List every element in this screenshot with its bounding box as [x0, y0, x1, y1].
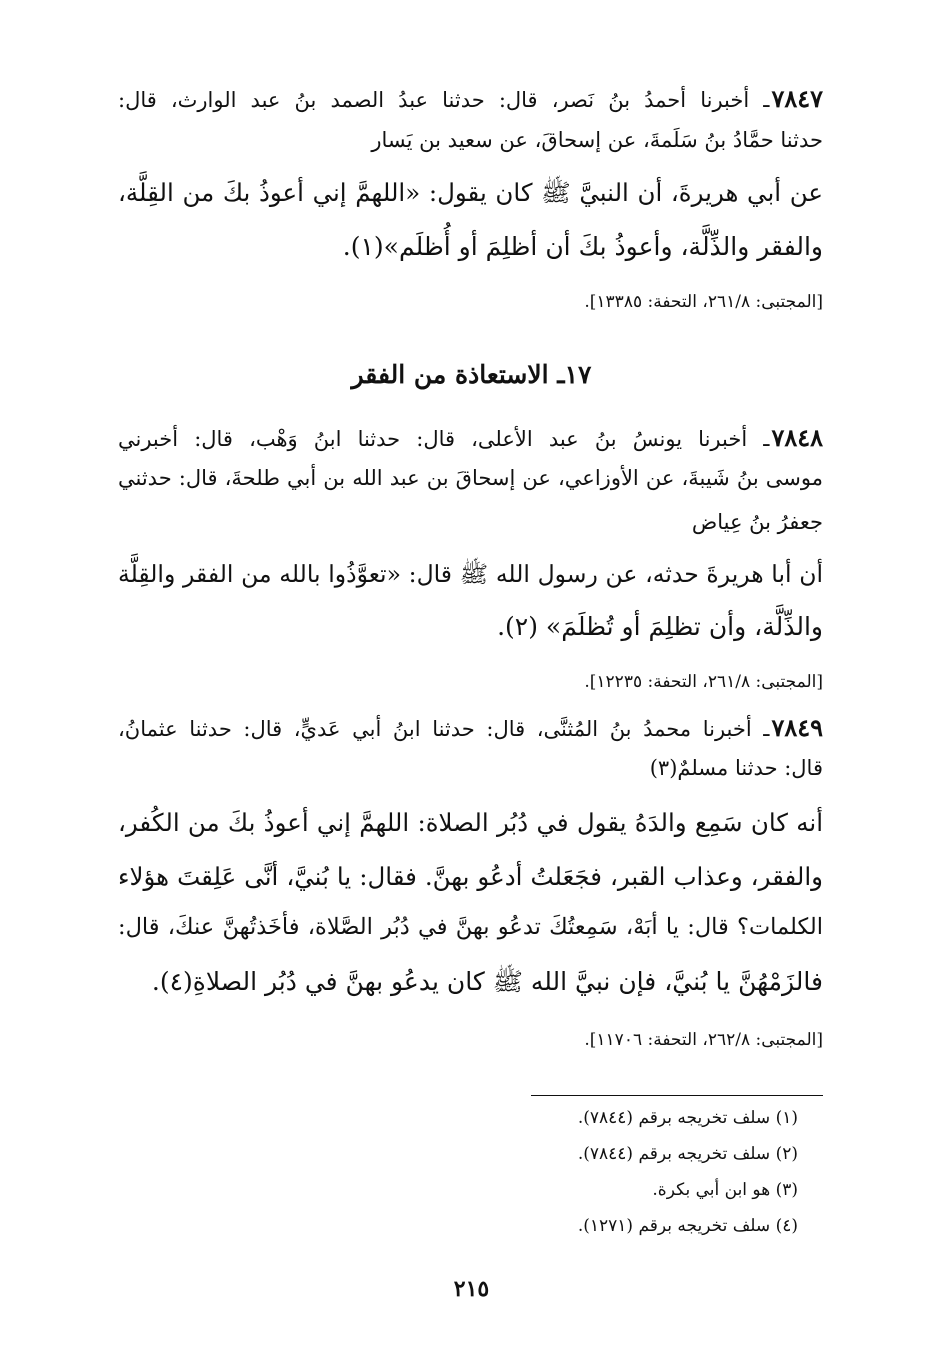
hadith-number-7847: ٧٨٤٧ [771, 84, 823, 113]
hadith-7847-isnad-line-2: حدثنا حمَّادُ بنُ سَلَمةَ، عن إسحاقَ، عن سعيد بن يَسار [371, 128, 823, 152]
footnote-3: (٣) هو ابن أبي بكرة. [652, 1180, 798, 1200]
page-number: ٢١٥ [453, 1276, 490, 1302]
hadith-7847-reference: [المجتبى: ٢٦١/٨، التحفة: ١٣٣٨٥]. [584, 292, 823, 312]
hadith-7848-isnad-line-1 [118, 423, 823, 452]
hadith-7847-matn-line-1: عن أبي هريرةَ، أن النبيَّ ﷺ كان يقول: «اللهمَّ إني أعوذُ بكَ من القِلَّة، [118, 178, 823, 207]
hadith-7848-reference: [المجتبى: ٢٦١/٨، التحفة: ١٢٢٣٥]. [584, 672, 823, 692]
hadith-number-7849: ٧٨٤٩ [771, 713, 823, 742]
footnote-1: (١) سلف تخريجه برقم (٧٨٤٤). [577, 1108, 798, 1128]
hadith-7848-matn-line-2: والذِّلَّة، وأن تظلِمَ أو تُظلَمَ» (٢). [497, 612, 823, 641]
hadith-7848-isnad-line-2: موسى بنُ شَيبةَ، عن الأوزاعي، عن إسحاقَ بن عبد الله بن أبي طلحةَ، قال: حدثني [118, 466, 823, 490]
hadith-7849-matn-line-2: والفقر، وعذاب القبر، فجَعَلتُ أدعُو بهنَّ. فقال: يا بُنيَّ، أنَّى عَلِقتَ هؤلاء [118, 862, 823, 891]
footnote-2: (٢) سلف تخريجه برقم (٧٨٤٤). [577, 1144, 798, 1164]
isnad-text: ـ أخبرنا يونسُ بنُ عبد الأعلى، قال: حدثنا ابنُ وَهْب، قال: أخبرني [118, 427, 770, 451]
hadith-7847-matn-line-2: والفقر والذِّلَّة، وأعوذُ بكَ أن أظلِمَ أو أُظلَم»(١). [342, 232, 823, 261]
hadith-7849-isnad-line-1 [118, 713, 823, 742]
isnad-text: ـ أخبرنا أحمدُ بنُ نَصر، قال: حدثنا عبدُ الصمد بنُ عبد الوارث، قال: [118, 88, 770, 112]
chapter-title: ١٧ـ الاستعاذة من الفقر [351, 360, 592, 389]
isnad-text: ـ أخبرنا محمدُ بنُ المُثنَّى، قال: حدثنا ابنُ أبي عَديٍّ، قال: حدثنا عثمانُ، [118, 717, 770, 741]
hadith-7849-matn-line-1: أنه كان سَمِع والدَهُ يقول في دُبُر الصلاة: اللهمَّ إني أعوذُ بكَ من الكُفر، [118, 808, 823, 837]
footnote-4: (٤) سلف تخريجه برقم (١٢٧١). [577, 1216, 798, 1236]
hadith-7849-matn-line-3: الكلمات؟ قال: يا أبَهْ، سَمِعتُكَ تدعُو بهنَّ في دُبُر الصَّلاة، فأخَذتُهنَّ عنكَ، قال: [118, 914, 823, 940]
footnote-separator [531, 1095, 823, 1096]
hadith-7848-isnad-line-3: جعفرُ بنُ عِياض [691, 510, 823, 534]
hadith-7848-matn-line-1: أن أبا هريرةَ حدثه، عن رسول الله ﷺ قال: «تعوَّذُوا بالله من الفقر والقِلَّة [118, 560, 823, 588]
hadith-7849-matn-line-4: فالزَمْهُنَّ يا بُنيَّ، فإن نبيَّ الله ﷺ كان يدعُو بهنَّ في دُبُر الصلاةِ(٤). [151, 967, 823, 996]
hadith-number-7848: ٧٨٤٨ [771, 423, 823, 452]
hadith-7847-isnad-line-1 [118, 84, 823, 113]
hadith-7849-reference: [المجتبى: ٢٦٢/٨، التحفة: ١١٧٠٦]. [584, 1030, 823, 1050]
hadith-7849-isnad-line-2: قال: حدثنا مسلمٌ(٣) [649, 756, 823, 780]
